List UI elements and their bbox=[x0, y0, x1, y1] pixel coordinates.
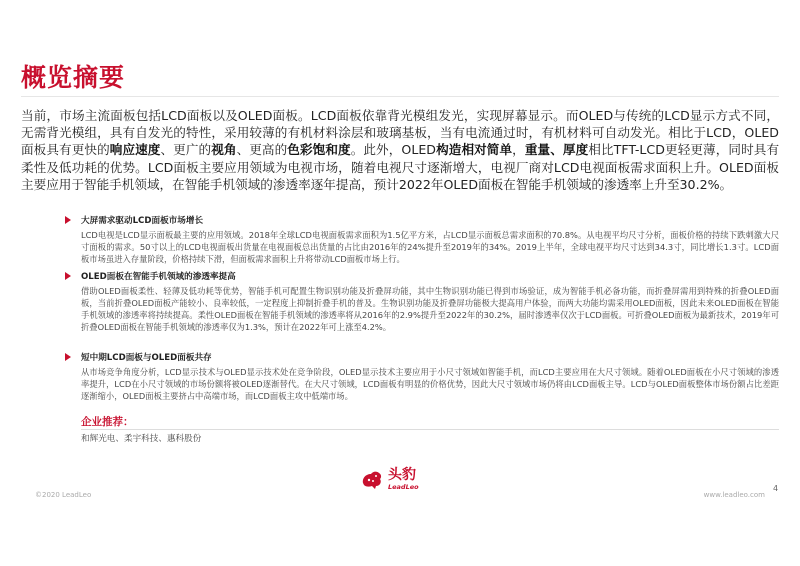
recommend-label: 企业推荐： bbox=[81, 416, 134, 428]
section-coexistence bbox=[81, 349, 779, 402]
intro-text: 当前，市场主流面板包括LCD面板以及OLED面板。LCD面板依靠背光模组发光，实现屏幕显示。而OLED与传统的LCD显示方式不同，无需背光模组，具有自发光的特性，采用较薄的有机材料涂层和玻璃基板，当有电流通过时，有机材料可自动发光。相比于LCD，OLED面板具有更快的 bbox=[21, 108, 779, 158]
section-body: 借助OLED面板柔性、轻薄及低功耗等优势，智能手机可配置生物识别功能及折叠屏功能，其中生物识别功能已得到市场验证，成为智能手机必备功能，而折叠屏需用到特殊的折叠OLED面板，当前折叠OLED面板产能较小、良率较低，一定程度上抑制折叠手机的普及。生物识别功能及折叠屏功能极大提高用户体验，而两大功能均需采用OLED面板，因此未来OLED面板在智能手机领域的渗透率将持续提高。柔性OLED面板在智能手机领域的渗透率将从2016年的2.9%提升至2022年的30.2%，届时渗透率仅次于LCD面板。可折叠OLED面板为最新技术，2019年可折叠OLED面板在智能手机领域的渗透率仅为1.3%，预计在2022年可上涨至4.2%。 bbox=[81, 286, 779, 332]
footer-website[interactable]: www.leadleo.com bbox=[703, 491, 765, 499]
section-heading-text: OLED面板在智能手机领域的渗透率提高 bbox=[81, 271, 236, 282]
triangle-bullet-icon bbox=[65, 272, 71, 280]
footer-copyright: ©2020 LeadLeo bbox=[35, 491, 92, 499]
section-heading bbox=[59, 268, 779, 283]
intro-emphasis: 构造相对简单 bbox=[436, 142, 513, 158]
leopard-logo-icon bbox=[360, 469, 384, 491]
section-heading-text: 大屏需求驱动LCD面板市场增长 bbox=[81, 215, 204, 226]
intro-emphasis: 响应速度 bbox=[109, 142, 161, 158]
section-body: LCD电视是LCD显示面板最主要的应用领域。2018年全球LCD电视面板需求面积为1.5亿平方米，占LCD显示面板总需求面积的70.8%。从电视平均尺寸分析，面板价格的持续下跌刺激大尺寸面板的需求。50寸以上的LCD电视面板出货量在电视面板总出货量的占比由2016年的24%提升至2019年的34%。2019上半年，全球电视平均尺寸达到34.3寸，同比增长1.3寸。LCD面板市场虽进入存量阶段，价格持续下滑，但面板需求面积上升将带动LCD面板市场上行。 bbox=[81, 230, 779, 264]
section-lcd-growth bbox=[81, 212, 779, 265]
intro-text: 、更广的 bbox=[160, 142, 212, 158]
logo-english-text: LeadLeo bbox=[388, 483, 419, 491]
intro-emphasis: 重量、厚度 bbox=[524, 142, 589, 158]
leadleo-logo bbox=[360, 468, 419, 491]
title-divider bbox=[21, 96, 779, 97]
logo-text bbox=[388, 468, 419, 491]
intro-text: 。此外，OLED bbox=[350, 142, 436, 158]
section-heading bbox=[59, 212, 779, 227]
section-body: 从市场竞争角度分析，LCD显示技术与OLED显示技术处在竞争阶段，OLED显示技术主要应用于小尺寸领域如智能手机，而LCD主要应用在大尺寸领域。随着OLED面板在小尺寸领域的渗透率提升，LCD在小尺寸领域的市场份额将被OLED逐渐替代。在大尺寸领域，LCD面板有明显的价格优势，因此大尺寸领域市场仍将由LCD面板主导。LCD与OLED面板整体市场份额占比差距逐渐缩小，OLED面板主要挤占中高端市场，而LCD面板主攻中低端市场。 bbox=[81, 367, 779, 401]
page-title: 概览摘要 bbox=[21, 63, 126, 92]
recommend-companies: 和辉光电、柔宇科技、惠科股份 bbox=[81, 434, 202, 444]
intro-text: ， bbox=[512, 142, 525, 158]
intro-emphasis: 视角 bbox=[211, 142, 237, 158]
triangle-bullet-icon bbox=[65, 216, 71, 224]
intro-text: 相比TFT-LCD更轻更薄，同时具有柔性及低功耗的优势。LCD面板主要应用领域为电视市场，随着电视尺寸逐渐增大，电视厂商对LCD电视面板需求面积上升。OLED面板主要应用于智能手机领域，在智能手机领域的渗透率逐年提高，预计2022年OLED面板在智能手机领域的渗透率上升至30.2%。 bbox=[21, 142, 780, 192]
intro-text: 、更高的 bbox=[236, 142, 288, 158]
section-oled-penetration bbox=[81, 268, 779, 333]
page-number: 4 bbox=[773, 484, 779, 493]
section-heading-text: 短中期LCD面板与OLED面板共存 bbox=[81, 352, 212, 363]
intro-emphasis: 色彩饱和度 bbox=[287, 142, 351, 158]
triangle-bullet-icon bbox=[65, 353, 71, 361]
section-heading bbox=[59, 349, 779, 364]
logo-chinese-text: 头豹 bbox=[388, 467, 416, 483]
intro-paragraph bbox=[21, 107, 779, 193]
recommend-divider bbox=[81, 429, 779, 430]
